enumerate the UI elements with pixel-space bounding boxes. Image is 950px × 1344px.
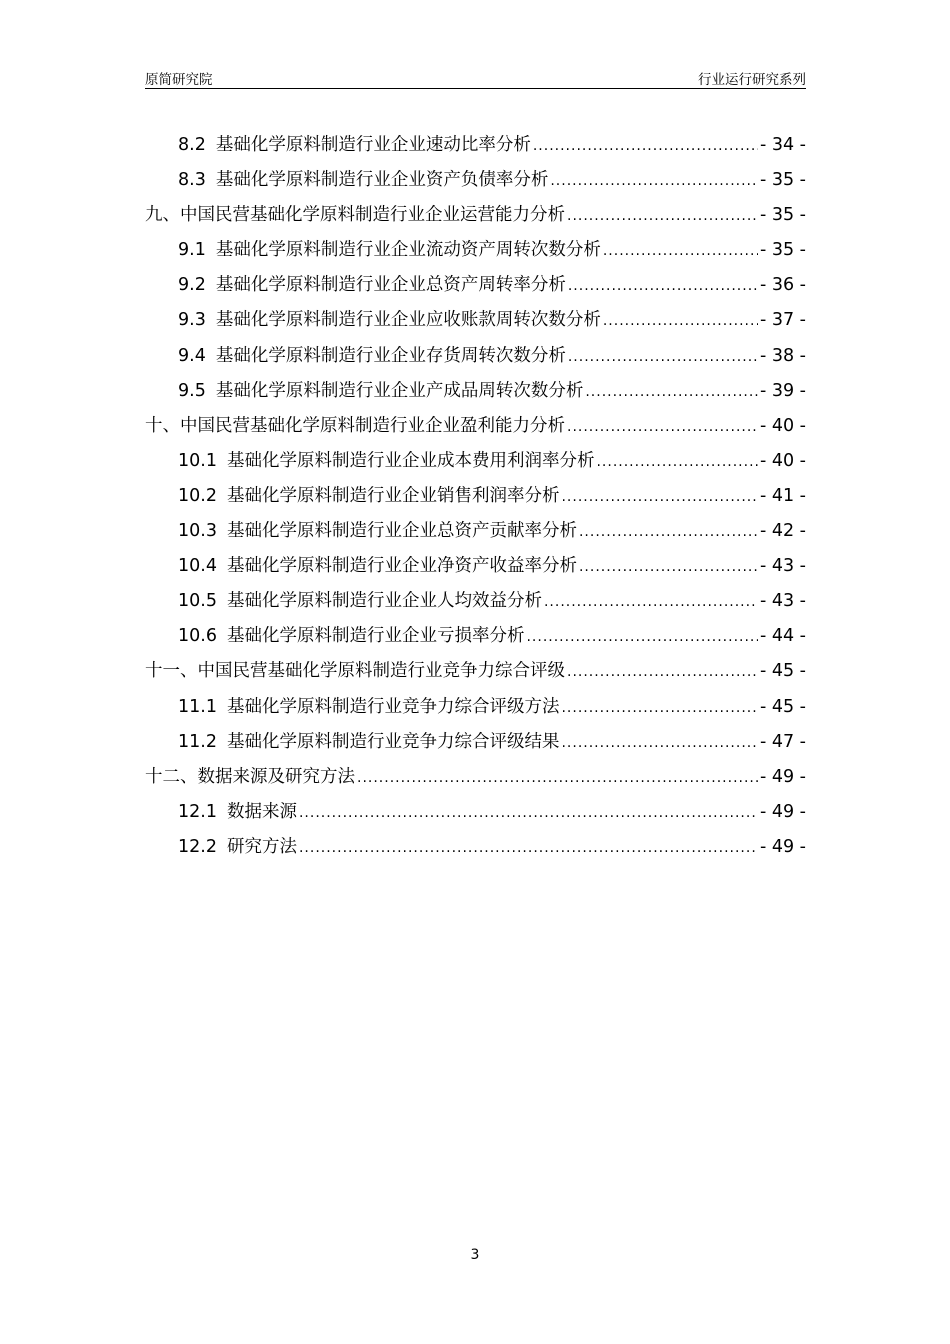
toc-entry-page: - 35 -	[759, 240, 806, 261]
toc-entry[interactable]	[145, 374, 806, 409]
toc-dot-leader	[567, 410, 758, 445]
toc-dot-leader	[603, 304, 758, 339]
toc-entry-page: - 42 -	[759, 521, 806, 542]
toc-entry-page: - 35 -	[759, 205, 806, 226]
toc-entry-title: 基础化学原料制造行业企业总资产贡献率分析	[226, 521, 577, 542]
toc-dot-leader	[603, 234, 758, 269]
toc-entry[interactable]	[145, 444, 806, 479]
toc-dot-leader	[579, 550, 758, 585]
page-number: 3	[470, 1247, 480, 1263]
toc-dot-leader	[533, 129, 758, 164]
toc-entry[interactable]	[145, 549, 806, 584]
toc-dot-leader	[568, 269, 758, 304]
toc-entry-label	[178, 339, 566, 374]
toc-entry-label	[145, 654, 565, 689]
toc-entry-label	[178, 690, 559, 725]
toc-entry-label	[178, 584, 542, 619]
toc-entry-title: 基础化学原料制造行业企业流动资产周转次数分析	[215, 240, 601, 261]
toc-dot-leader	[579, 515, 758, 550]
toc-entry-page: - 38 -	[759, 345, 806, 366]
toc-dot-leader	[544, 585, 758, 620]
toc-entry-title: 基础化学原料制造行业企业存货周转次数分析	[215, 345, 566, 366]
toc-entry-page: - 40 -	[759, 415, 806, 436]
toc-entry-page: - 49 -	[759, 836, 806, 857]
toc-dot-leader	[561, 726, 758, 761]
toc-entry-page: - 45 -	[759, 661, 806, 682]
toc-dot-leader	[526, 620, 758, 655]
toc-entry-page: - 41 -	[759, 485, 806, 506]
toc-entry-number: 8.2	[178, 135, 206, 155]
toc-entry[interactable]	[145, 268, 806, 303]
toc-entry[interactable]	[145, 654, 806, 689]
toc-entry-page: - 49 -	[759, 801, 806, 822]
toc-entry-page: - 34 -	[759, 135, 806, 155]
toc-entry[interactable]	[145, 303, 806, 338]
toc-entry-number: 10.1	[178, 450, 217, 471]
toc-entry-title: 十二、数据来源及研究方法	[145, 766, 355, 787]
toc-entry[interactable]	[145, 163, 806, 198]
toc-entry[interactable]	[145, 198, 806, 233]
toc-entry[interactable]	[145, 760, 806, 795]
toc-entry-page: - 44 -	[759, 626, 806, 647]
toc-entry-number: 9.3	[178, 310, 206, 331]
toc-entry[interactable]	[145, 725, 806, 760]
toc-dot-leader	[299, 796, 758, 831]
toc-entry-page: - 37 -	[759, 310, 806, 331]
toc-entry-number: 10.3	[178, 521, 217, 542]
toc-dot-leader	[568, 340, 758, 375]
toc-entry-title: 基础化学原料制造行业企业成本费用利润率分析	[226, 450, 595, 471]
toc-entry-label	[178, 725, 559, 760]
page-header	[145, 66, 806, 89]
toc-entry-number: 10.5	[178, 591, 217, 612]
toc-entry-label	[178, 479, 559, 514]
toc-entry[interactable]	[145, 409, 806, 444]
toc-dot-leader	[357, 761, 758, 796]
toc-entry[interactable]	[145, 128, 806, 163]
toc-entry-label	[178, 163, 548, 198]
toc-entry-number: 9.5	[178, 380, 206, 401]
toc-entry[interactable]	[145, 690, 806, 725]
toc-entry-page: - 43 -	[759, 591, 806, 612]
toc-entry-page: - 43 -	[759, 556, 806, 577]
toc-entry-title: 基础化学原料制造行业企业应收账款周转次数分析	[215, 310, 601, 331]
toc-entry-number: 8.3	[178, 170, 206, 191]
header-series-title: 行业运行研究系列	[698, 72, 806, 88]
toc-entry-label	[178, 128, 531, 163]
toc-entry[interactable]	[145, 584, 806, 619]
toc-entry-title: 十一、中国民营基础化学原料制造行业竞争力综合评级	[145, 661, 565, 682]
toc-entry-label	[178, 795, 297, 830]
toc-dot-leader	[596, 445, 758, 480]
toc-entry-label	[178, 549, 577, 584]
toc-entry-number: 10.4	[178, 556, 217, 577]
toc-entry-title: 基础化学原料制造行业竞争力综合评级结果	[226, 731, 560, 752]
toc-entry[interactable]	[145, 339, 806, 374]
toc-entry-number: 10.2	[178, 485, 217, 506]
toc-entry-label	[178, 303, 601, 338]
toc-entry-title: 基础化学原料制造行业企业速动比率分析	[215, 135, 531, 155]
toc-entry-page: - 35 -	[759, 170, 806, 191]
toc-entry-title: 九、中国民营基础化学原料制造行业企业运营能力分析	[145, 205, 565, 226]
toc-dot-leader	[550, 164, 758, 199]
toc-entry-title: 数据来源	[226, 801, 297, 822]
toc-entry-label	[178, 830, 297, 865]
toc-entry-title: 基础化学原料制造行业竞争力综合评级方法	[226, 696, 560, 717]
toc-dot-leader	[299, 831, 758, 866]
toc-entry-label	[145, 760, 355, 795]
table-of-contents	[145, 128, 806, 865]
toc-entry[interactable]	[145, 233, 806, 268]
toc-entry-title: 十、中国民营基础化学原料制造行业企业盈利能力分析	[145, 415, 565, 436]
toc-entry-title: 基础化学原料制造行业企业总资产周转率分析	[215, 275, 566, 296]
toc-entry-page: - 47 -	[759, 731, 806, 752]
toc-entry[interactable]	[145, 619, 806, 654]
toc-entry-number: 11.1	[178, 696, 217, 717]
toc-entry[interactable]	[145, 830, 806, 865]
toc-entry-label	[178, 619, 524, 654]
toc-entry-number: 9.2	[178, 275, 206, 296]
toc-entry-label	[178, 374, 583, 409]
toc-dot-leader	[567, 199, 758, 234]
toc-entry-page: - 40 -	[759, 450, 806, 471]
toc-entry-page: - 39 -	[759, 380, 806, 401]
toc-entry-number: 12.1	[178, 801, 217, 822]
toc-entry-label	[178, 514, 577, 549]
toc-entry-number: 10.6	[178, 626, 217, 647]
toc-dot-leader	[561, 480, 758, 515]
header-publisher: 原简研究院	[145, 72, 213, 88]
toc-entry-title: 研究方法	[226, 836, 297, 857]
toc-entry-title: 基础化学原料制造行业企业销售利润率分析	[226, 485, 560, 506]
toc-entry-page: - 49 -	[759, 766, 806, 787]
toc-entry-title: 基础化学原料制造行业企业亏损率分析	[226, 626, 525, 647]
toc-entry-title: 基础化学原料制造行业企业人均效益分析	[226, 591, 542, 612]
toc-entry-label	[178, 444, 594, 479]
toc-entry-label	[178, 233, 601, 268]
toc-entry-page: - 45 -	[759, 696, 806, 717]
toc-dot-leader	[567, 655, 758, 690]
toc-entry-title: 基础化学原料制造行业企业净资产收益率分析	[226, 556, 577, 577]
toc-entry-label	[178, 268, 566, 303]
toc-entry-number: 12.2	[178, 836, 217, 857]
toc-entry-number: 9.1	[178, 240, 206, 261]
toc-entry-title: 基础化学原料制造行业企业资产负债率分析	[215, 170, 549, 191]
toc-entry[interactable]	[145, 479, 806, 514]
toc-entry[interactable]	[145, 514, 806, 549]
toc-entry-title: 基础化学原料制造行业企业产成品周转次数分析	[215, 380, 584, 401]
toc-entry-label	[145, 198, 565, 233]
toc-dot-leader	[585, 375, 758, 410]
toc-entry-label	[145, 409, 565, 444]
toc-dot-leader	[561, 691, 758, 726]
toc-entry-number: 9.4	[178, 345, 206, 366]
toc-entry-number: 11.2	[178, 731, 217, 752]
toc-entry[interactable]	[145, 795, 806, 830]
toc-entry-page: - 36 -	[759, 275, 806, 296]
